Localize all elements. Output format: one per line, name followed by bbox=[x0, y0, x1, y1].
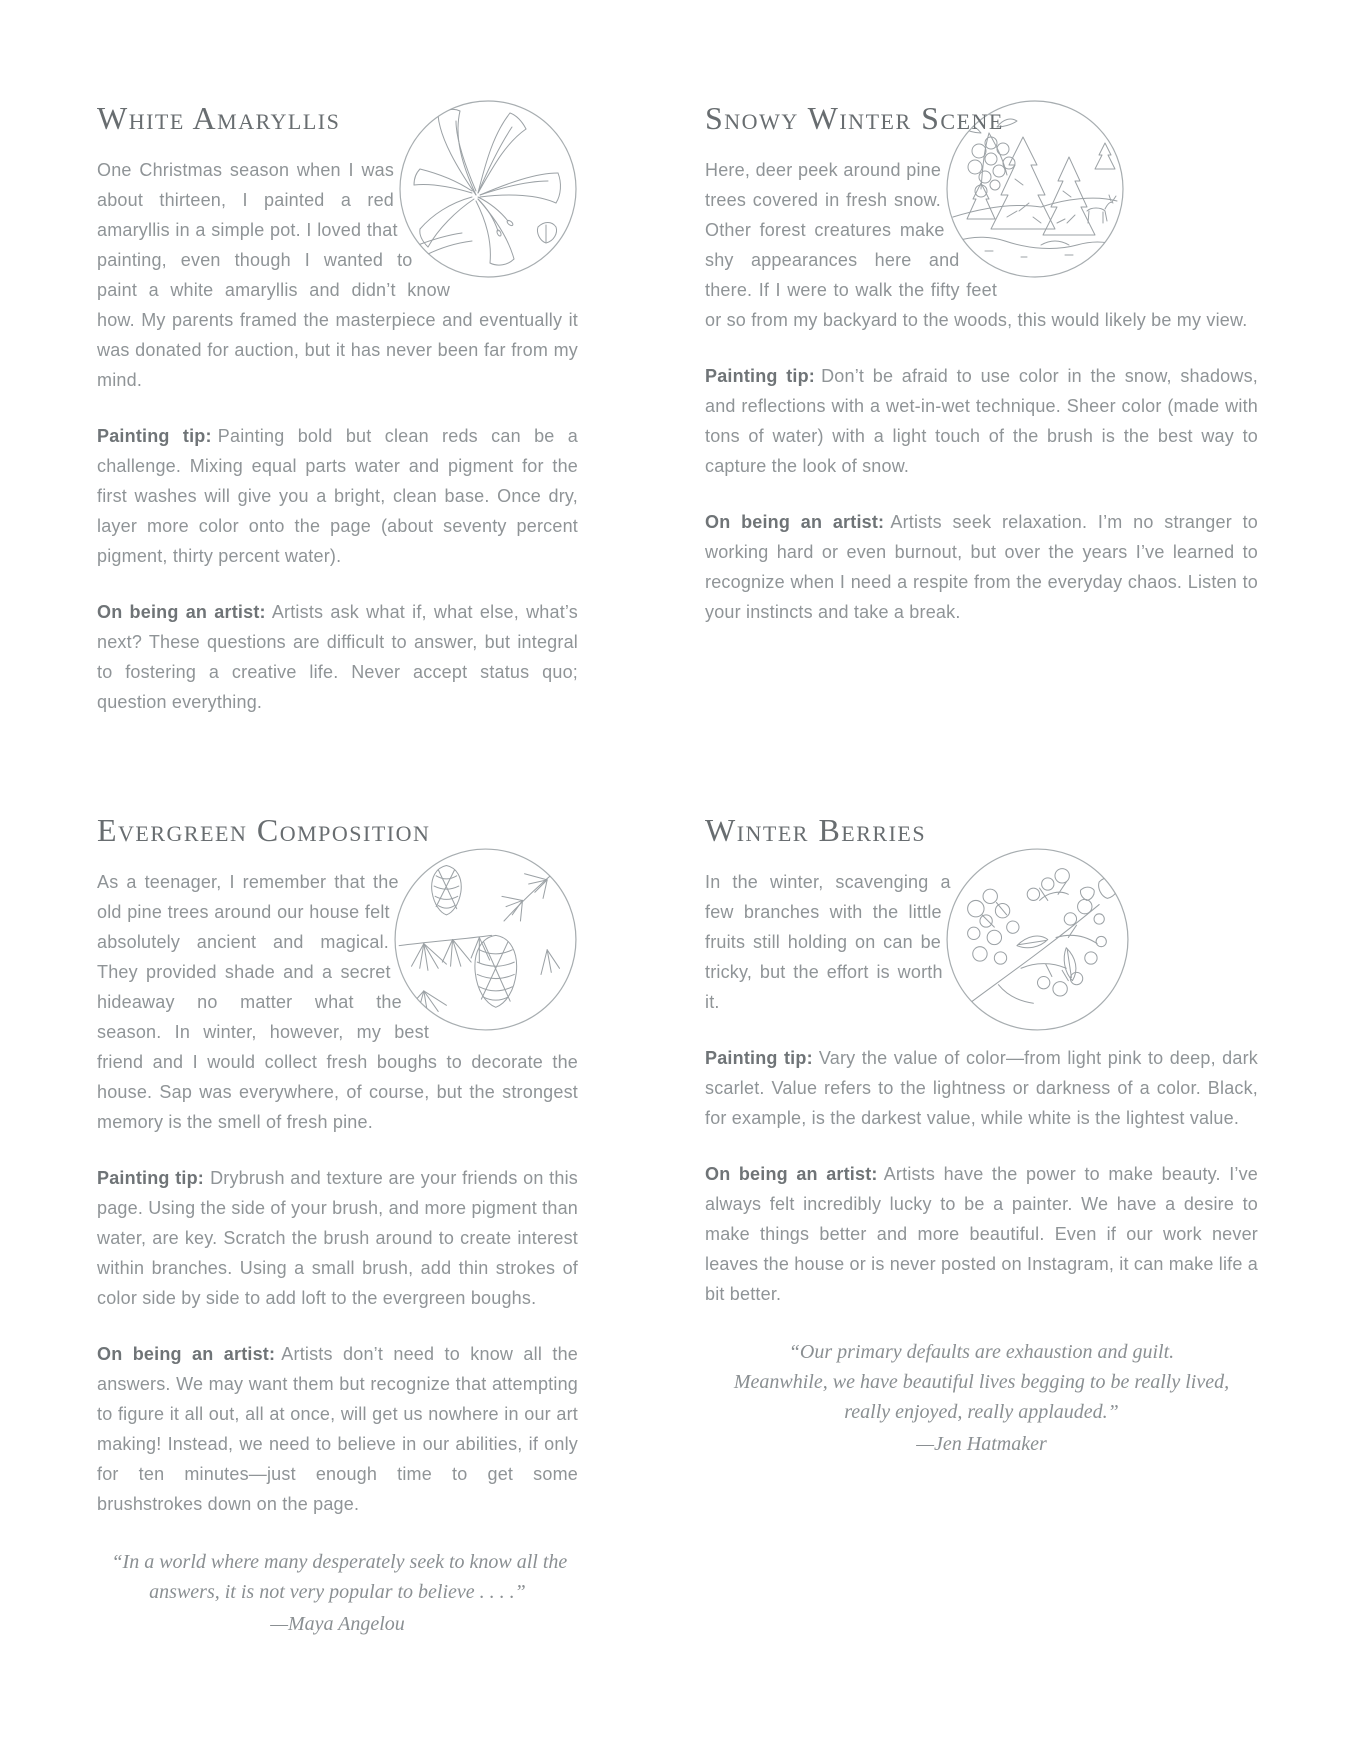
painting-tip-label: Painting tip: bbox=[705, 1047, 813, 1068]
painting-tip-text: Drybrush and texture are your friends on this page. Using the side of your brush, and more pigment than water, are key. Scratch the brush around to create interest within branches. Using a small brush, add thin strokes of color side by side to add loft to the evergreen boughs. bbox=[97, 1167, 578, 1308]
evergreen-illustration bbox=[379, 847, 578, 1032]
section-evergreen-composition bbox=[97, 812, 578, 1639]
intro-paragraph: One Christmas season when I was about thirteen, I painted a red amaryllis in a simple pot. I loved that painting, even though I wanted to paint a white amaryllis and didn’t know how. My parents framed the masterpiece and eventually it was donated for auction, but it has never been far from my mind. bbox=[97, 159, 578, 390]
painting-tip-paragraph bbox=[705, 1043, 1258, 1133]
quote-attribution: —Maya Angelou bbox=[270, 1612, 405, 1635]
artist-label: On being an artist: bbox=[705, 511, 885, 532]
intro-paragraph: In the winter, scavenging a few branches with the little fruits still holding on can be tricky, but the effort is worth it. bbox=[705, 871, 951, 1012]
painting-tip-label: Painting tip: bbox=[97, 1167, 204, 1188]
painting-tip-paragraph bbox=[97, 421, 578, 571]
artist-label: On being an artist: bbox=[97, 601, 266, 622]
quote bbox=[111, 1547, 568, 1639]
painting-tip-text: Don’t be afraid to use color in the snow, shadows, and reflections with a wet-in-wet technique. Sheer color (made with tons of water) with a light touch of the brush is the best way to capture the look of snow. bbox=[705, 365, 1258, 476]
artist-text: Artists ask what if, what else, what’s next? These questions are difficult to answer, but integral to fostering a creative life. Never accept status quo; question everything. bbox=[97, 601, 578, 712]
section-title: Evergreen Composition bbox=[97, 812, 431, 848]
section-winter-berries bbox=[705, 812, 1258, 1459]
artist-text: Artists don’t need to know all the answers. We may want them but recognize that attempting to figure it all out, all at once, will get us nowhere in our art making! Instead, we need to believe in our abilities, if only for ten minutes—just enough time to get some brushstrokes down on the page. bbox=[97, 1343, 578, 1514]
artist-paragraph bbox=[705, 507, 1258, 627]
artist-paragraph bbox=[705, 1159, 1258, 1309]
intro-paragraph: As a teenager, I remember that the old pine trees around our house felt absolutely ancient and magical. They provided shade and a secret hideaway no matter what the season. In winter, however, my best friend and I would collect fresh boughs to decorate the house. Sap was everywhere, of course, but the strongest memory is the smell of fresh pine. bbox=[97, 871, 578, 1132]
artist-paragraph bbox=[97, 597, 578, 717]
painting-tip-paragraph bbox=[97, 1163, 578, 1313]
painting-tip-paragraph bbox=[705, 361, 1258, 481]
quote bbox=[722, 1337, 1242, 1459]
quote-line: “In a world where many desperately seek to know all the bbox=[111, 1550, 568, 1573]
artist-text: Artists seek relaxation. I’m no stranger to working hard or even burnout, but over the years I’ve learned to recognize when I need a respite from the everyday chaos. Listen to your instincts and take a break. bbox=[705, 511, 1258, 622]
section-title: White Amaryllis bbox=[97, 100, 341, 136]
painting-tip-label: Painting tip: bbox=[97, 425, 212, 446]
quote-line: answers, it is not very popular to believe . . . .” bbox=[149, 1580, 526, 1603]
intro-paragraph: Here, deer peek around pine trees covered in fresh snow. Other forest creatures make shy appearances here and there. If I were to walk the fifty feet or so from my backyard to the woods, this would likely be my view. bbox=[705, 159, 1248, 330]
quote-attribution: —Jen Hatmaker bbox=[916, 1432, 1047, 1455]
section-white-amaryllis bbox=[97, 100, 578, 743]
section-title: Snowy Winter Scene bbox=[705, 100, 1004, 136]
section-snowy-winter-scene bbox=[705, 100, 1258, 653]
painting-tip-text: Painting bold but clean reds can be a challenge. Mixing equal parts water and pigment for the first washes will give you a bright, clean base. Once dry, layer more color onto the page (about seventy percent pigment, thirty percent water). bbox=[97, 425, 578, 566]
quote-line: “Our primary defaults are exhaustion and guilt. bbox=[788, 1340, 1175, 1363]
winter-berries-illustration bbox=[929, 847, 1258, 1032]
quote-line: Meanwhile, we have beautiful lives begging to be really lived, bbox=[733, 1370, 1230, 1393]
artist-text: Artists have the power to make beauty. I’ve always felt incredibly lucky to be a painter. We have a desire to make things better and more beautiful. Even if our work never leaves the house or is never posted on Instagram, it can make life a bit better. bbox=[705, 1163, 1259, 1304]
artist-paragraph bbox=[97, 1339, 578, 1519]
painting-tip-label: Painting tip: bbox=[705, 365, 815, 386]
painting-tip-text: Vary the value of color—from light pink to deep, dark scarlet. Value refers to the lightness or darkness of a color. Black, for example, is the darkest value, while white is the lightest value. bbox=[705, 1047, 1258, 1128]
artist-label: On being an artist: bbox=[97, 1343, 276, 1364]
section-title: Winter Berries bbox=[705, 812, 927, 848]
artist-label: On being an artist: bbox=[705, 1163, 878, 1184]
quote-line: really enjoyed, really applauded.” bbox=[844, 1400, 1119, 1423]
